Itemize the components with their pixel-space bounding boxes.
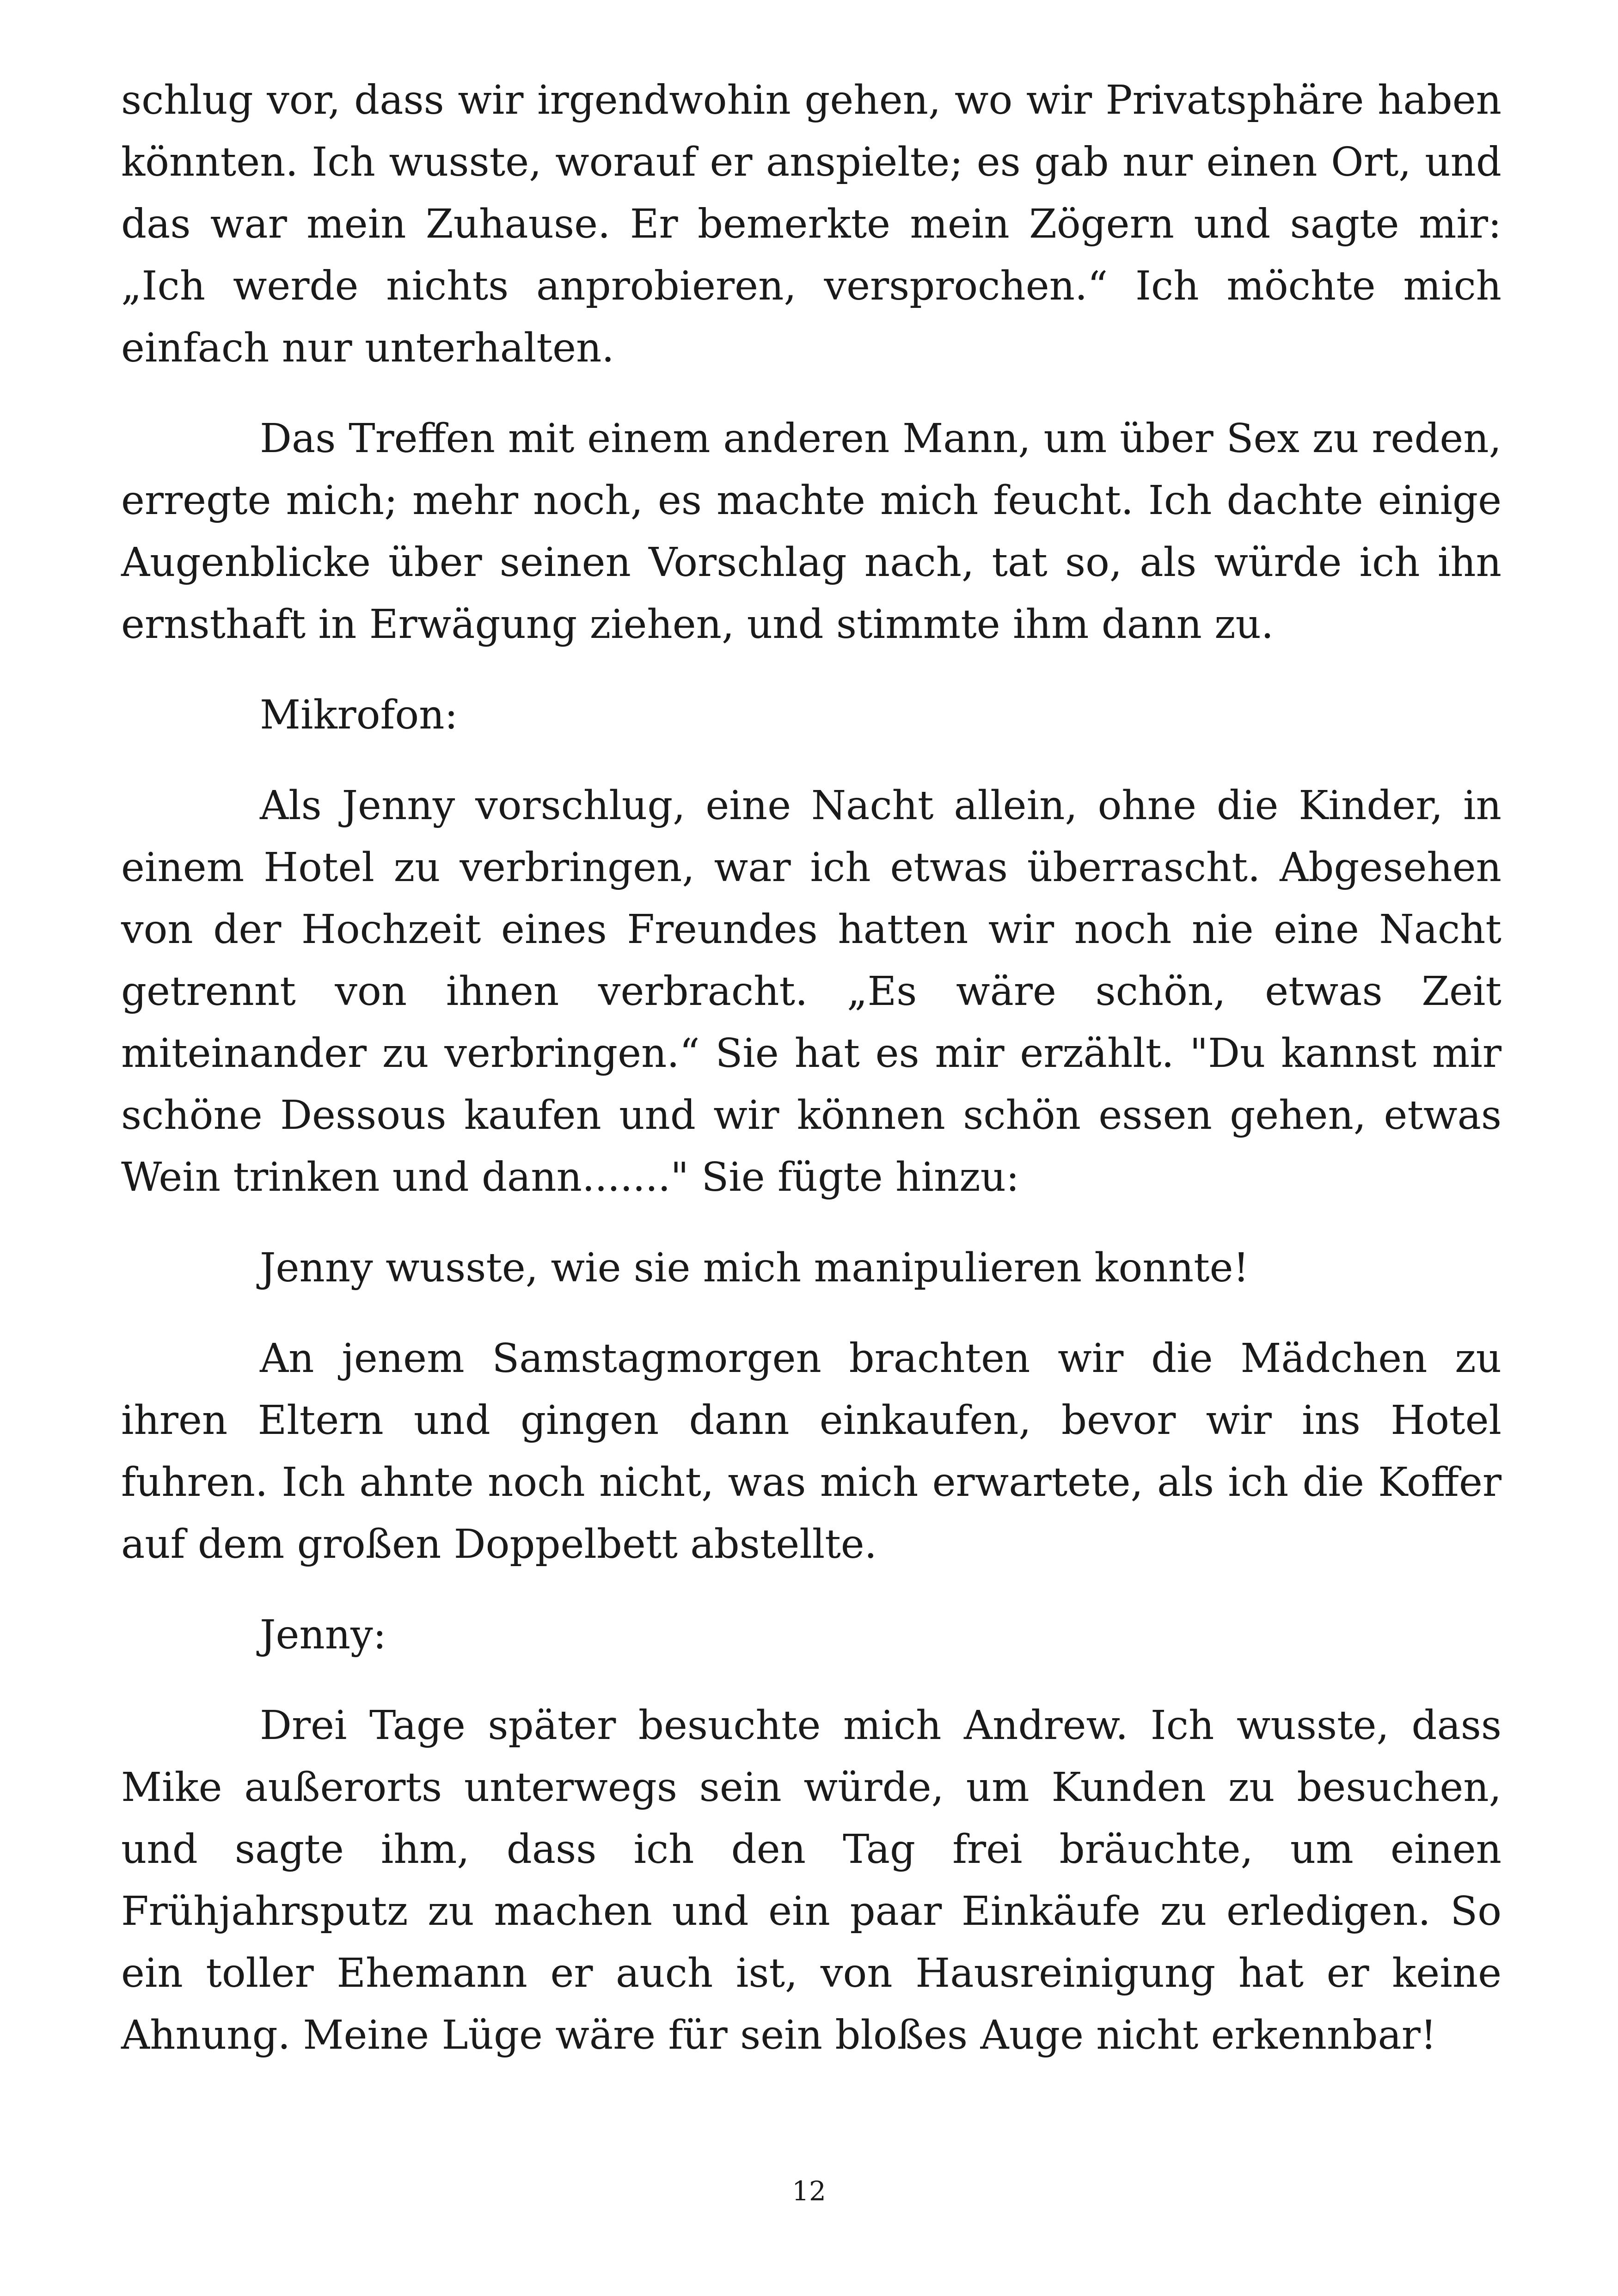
paragraph: Jenny wusste, wie sie mich manipulieren konnte! [260, 1245, 1250, 1291]
speaker-label: Jenny: [260, 1612, 386, 1658]
body-text [121, 69, 1502, 2095]
page-number: 12 [792, 2175, 826, 2207]
paragraph: schlug vor, dass wir irgendwohin gehen, wo wir Privatsphäre haben könnten. Ich wusste, worauf er anspielte; es gab nur einen Ort, und das war mein Zuhause. Er bemerkte mein Zögern und sagte mir: „Ich werde nichts anprobieren, versprochen.“ Ich möchte mich einfach nur unterhalten. [121, 77, 1502, 371]
paragraph: Als Jenny vorschlug, eine Nacht allein, ohne die Kinder, in einem Hotel zu verbringen, war ich etwas überrascht. Abgesehen von der Hochzeit eines Freundes hatten wir noch nie eine Nacht getrennt von ihnen verbracht. „Es wäre schön, etwas Zeit miteinander zu verbringen.“ Sie hat es mir erzählt. "Du kannst mir schöne Dessous kaufen und wir können schön essen gehen, etwas Wein trinken und dann......." Sie fügte hinzu: [121, 783, 1502, 1200]
speaker-label: Mikrofon: [260, 692, 458, 738]
paragraph: An jenem Samstagmorgen brachten wir die Mädchen zu ihren Eltern und gingen dann einkaufen, bevor wir ins Hotel fuhren. Ich ahnte noch nicht, was mich erwartete, als ich die Koffer auf dem großen Doppelbett abstellte. [121, 1335, 1502, 1567]
paragraph: Drei Tage später besuchte mich Andrew. Ich wusste, dass Mike außerorts unterwegs sein würde, um Kunden zu besuchen, und sagte ihm, dass ich den Tag frei bräuchte, um einen Frühjahrsputz zu machen und ein paar Einkäufe zu erledigen. So ein toller Ehemann er auch ist, von Hausreinigung hat er keine Ahnung. Meine Lüge wäre für sein bloßes Auge nicht erkennbar! [121, 1702, 1502, 2058]
paragraph: Das Treffen mit einem anderen Mann, um über Sex zu reden, erregte mich; mehr noch, es machte mich feucht. Ich dachte einige Augenblicke über seinen Vorschlag nach, tat so, als würde ich ihn ernsthaft in Erwägung ziehen, und stimmte ihm dann zu. [121, 416, 1502, 648]
